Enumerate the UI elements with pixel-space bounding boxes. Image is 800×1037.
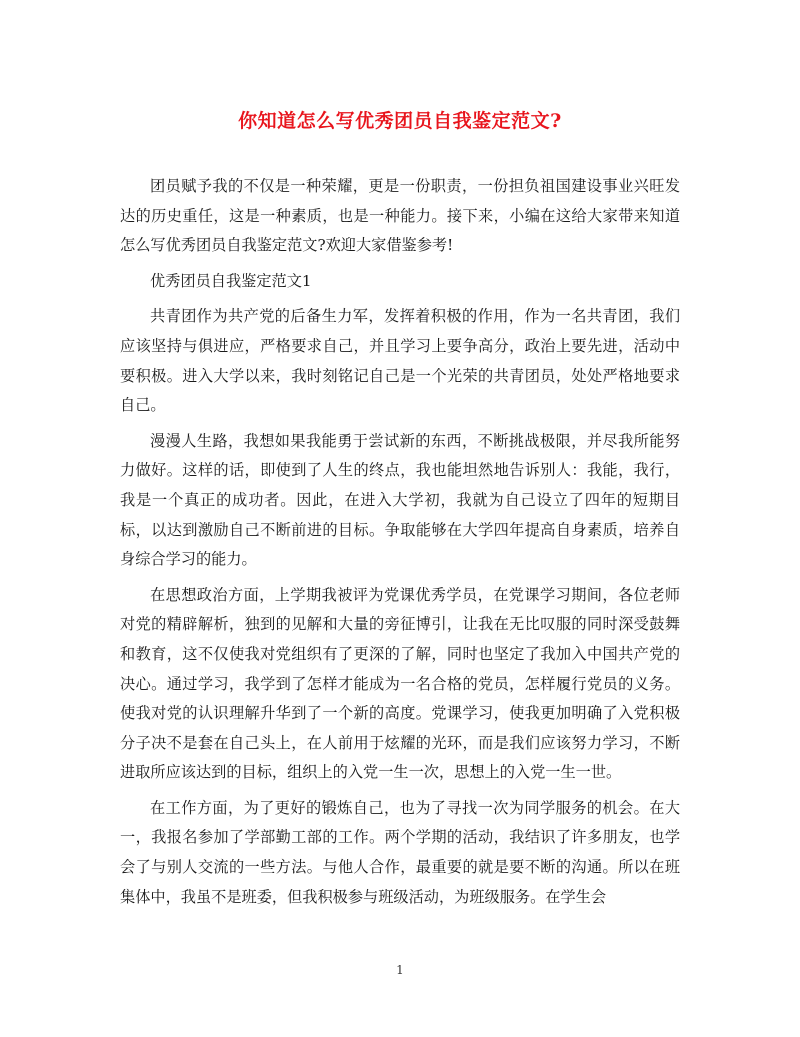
- body-paragraph: 漫漫人生路，我想如果我能勇于尝试新的东西，不断挑战极限，并尽我所能努力做好。这样的话，即使到了人生的终点，我也能坦然地告诉别人：我能，我行，我是一个真正的成功者。因此，在进入大学初，我就为自己设立了四年的短期目标，以达到激励自己不断前进的目标。争取能够在大学四年提高自身素质，培养自身综合学习的能力。: [120, 431, 680, 569]
- body-paragraph: 在工作方面，为了更好的锻炼自己，也为了寻找一次为同学服务的机会。在大一，我报名参加了学部勤工部的工作。两个学期的活动，我结识了许多朋友，也学会了与别人交流的一些方法。与他人合作，最重要的就是要不断的沟通。所以在班集体中，我虽不是班委，但我积极参与班级活动，为班级服务。在学生会: [120, 798, 680, 906]
- document-body: [120, 172, 680, 912]
- body-paragraph: 共青团作为共产党的后备生力军，发挥着积极的作用，作为一名共青团，我们应该坚持与俱进应，严格要求自己，并且学习上要争高分，政治上要先进，活动中要积极。进入大学以来，我时刻铭记自己是一个光荣的共青团员，处处严格地要求自己。: [120, 307, 680, 415]
- intro-paragraph: 团员赋予我的不仅是一种荣耀，更是一份职责，一份担负祖国建设事业兴旺发达的历史重任，这是一种素质，也是一种能力。接下来，小编在这给大家带来知道怎么写优秀团员自我鉴定范文?欢迎大家借鉴参考!: [120, 177, 680, 255]
- page-number: 1: [396, 963, 404, 977]
- section-heading: 优秀团员自我鉴定范文1: [150, 271, 312, 290]
- body-paragraph: 在思想政治方面，上学期我被评为党课优秀学员，在党课学习期间，各位老师对党的精辟解析，独到的见解和大量的旁征博引，让我在无比叹服的同时深受鼓舞和教育，这不仅使我对党组织有了更深的了解，同时也坚定了我加入中国共产党的决心。通过学习，我学到了怎样才能成为一名合格的党员，怎样履行党员的义务。使我对党的认识理解升华到了一个新的高度。党课学习，使我更加明确了入党积极分子决不是套在自己头上，在人前用于炫耀的光环，而是我们应该努力学习，不断进取所应该达到的目标，组织上的入党一生一次，思想上的入党一生一世。: [120, 585, 680, 782]
- document-title: 你知道怎么写优秀团员自我鉴定范文?: [238, 110, 562, 132]
